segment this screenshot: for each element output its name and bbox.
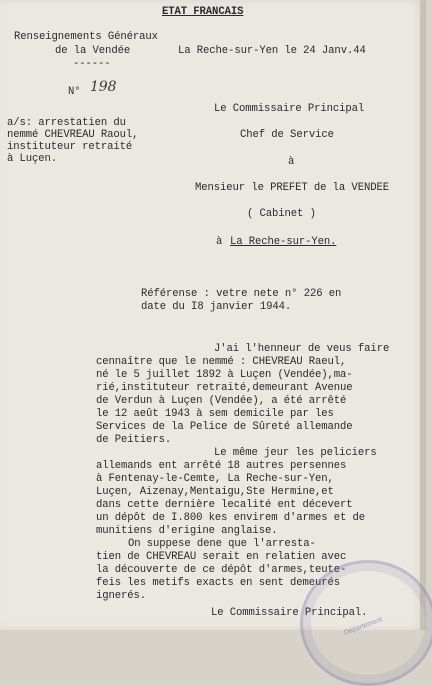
place-date: La Reche-sur-Yen le 24 Janv.44 bbox=[178, 45, 366, 57]
body-line: Luçen, Aizenay,Mentaigu,Ste Hermine,et bbox=[96, 486, 334, 498]
stamp-text: Département bbox=[343, 616, 384, 637]
body-line: tien de CHEVREAU serait en relatien avec bbox=[96, 551, 347, 563]
subject-line-2: nemmé CHEVREAU Raoul, bbox=[7, 129, 139, 141]
body-line: J'ai l'henneur de veus faire bbox=[214, 343, 390, 355]
document-title: ETAT FRANCAIS bbox=[162, 6, 244, 18]
body-line: Services de la Pelice de Sûreté allemande bbox=[96, 421, 353, 433]
recipient-a-1: à bbox=[288, 156, 295, 168]
body-line: rié,instituteur retraité,demeurant Avenue bbox=[96, 382, 353, 394]
body-line: de Peitiers. bbox=[96, 434, 172, 446]
body-line: à Fentenay-le-Cemte, La Reche-sur-Yen, bbox=[96, 473, 334, 485]
service-underline: ------ bbox=[73, 58, 111, 70]
body-line: né le 5 juillet 1892 à Luçen (Vendée),ma- bbox=[96, 369, 353, 381]
body-line: On suppese dene que l'arresta- bbox=[128, 538, 316, 550]
page-edge bbox=[420, 0, 426, 630]
body-line: Le même jeur les peliciers bbox=[214, 447, 377, 459]
body-line: dans cette dernière lecalité ent décevert bbox=[96, 499, 353, 511]
subject-line-3: instituteur retraité bbox=[7, 141, 133, 153]
body-line: munitiens d'erigine anglaise. bbox=[96, 525, 278, 537]
reference-line-1: Référense : vetre nete n° 226 en bbox=[141, 288, 342, 300]
body-line: cennaître que le nemmé : CHEVREAU Raeul, bbox=[96, 356, 347, 368]
body-line: de Verdun à Luçen (Vendée), a été arrêté bbox=[96, 395, 347, 407]
body-line: feis les metifs exacts en sent demeurés bbox=[96, 577, 341, 589]
body-line: un dépôt de I.800 kes envirem d'armes et de bbox=[96, 512, 366, 524]
archive-stamp bbox=[300, 560, 432, 686]
cabinet: ( Cabinet ) bbox=[247, 208, 316, 220]
service-line-1: Renseignements Généraux bbox=[14, 31, 158, 43]
body-line: ignerés. bbox=[96, 590, 147, 602]
ref-number: 198 bbox=[90, 79, 117, 95]
subject-line-4: à Luçen. bbox=[7, 153, 58, 165]
subject-line-1: a/s: arrestatien du bbox=[7, 117, 126, 129]
body-line: allemands ent arrêté 18 autres persennes bbox=[96, 460, 347, 472]
sender-line-2: Chef de Service bbox=[240, 129, 334, 141]
ref-prefix: N° bbox=[68, 86, 81, 98]
recipient-a-2: à bbox=[216, 236, 223, 248]
sender-line-1: Le Commissaire Principal bbox=[214, 103, 365, 115]
service-line-2: de la Vendée bbox=[55, 45, 131, 57]
body-line: la découverte de ce dépôt d'armes,teute- bbox=[96, 564, 347, 576]
reference-line-2: date du I8 janvier 1944. bbox=[141, 301, 292, 313]
recipient-city: La Reche-sur-Yen. bbox=[230, 236, 337, 248]
signature: Le Commissaire Principal. bbox=[211, 607, 368, 619]
body-line: le 12 aeût 1943 à sem demicile par les bbox=[96, 408, 334, 420]
recipient: Mensieur le PREFET de la VENDEE bbox=[195, 182, 389, 194]
